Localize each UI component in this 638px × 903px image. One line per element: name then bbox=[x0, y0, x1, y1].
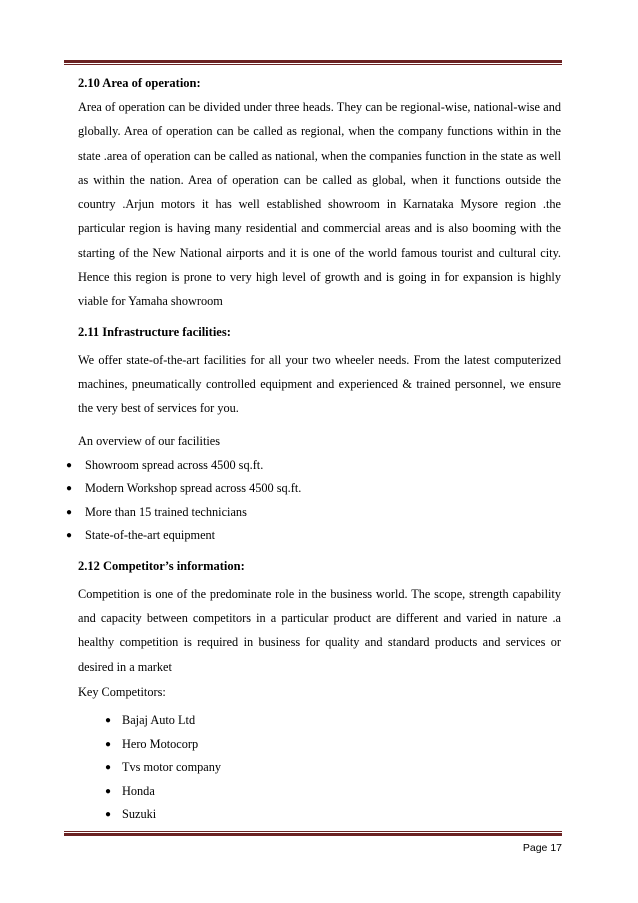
list-item: ● Bajaj Auto Ltd bbox=[105, 709, 561, 733]
list-item: ● More than 15 trained technicians bbox=[78, 501, 561, 525]
bullet-icon: ● bbox=[66, 459, 73, 471]
page-number: Page 17 bbox=[522, 842, 562, 854]
bullet-icon: ● bbox=[105, 785, 112, 797]
competitors-list bbox=[105, 709, 561, 827]
facilities-overview-intro: An overview of our facilities bbox=[78, 433, 221, 448]
facilities-list bbox=[66, 454, 561, 548]
bullet-icon: ● bbox=[105, 738, 112, 750]
list-item: ● Honda bbox=[105, 780, 561, 804]
list-item: ● Hero Motocorp bbox=[105, 733, 561, 757]
bullet-icon: ● bbox=[66, 530, 73, 542]
list-item: ● Modern Workshop spread across 4500 sq.ft. bbox=[78, 477, 561, 501]
header-rule bbox=[64, 60, 562, 65]
competition-paragraph: Competition is one of the predominate role in the business world. The scope, strength capability and capacity between competitors in a particular product are different and varied in nature .a healthy competition is required in business for quality and standard products and services or desired in a market bbox=[78, 586, 561, 674]
section-heading-area-of-operation: 2.10 Area of operation: bbox=[78, 76, 201, 90]
list-item: ● Showroom spread across 4500 sq.ft. bbox=[78, 454, 561, 478]
list-item: ● State-of-the-art equipment bbox=[78, 524, 561, 548]
section-heading-competitors: 2.12 Competitor’s information: bbox=[78, 558, 245, 573]
section-heading-infrastructure: 2.11 Infrastructure facilities: bbox=[78, 324, 231, 339]
page-content bbox=[66, 70, 561, 827]
bullet-icon: ● bbox=[105, 809, 112, 821]
area-of-operation-paragraph: Area of operation can be divided under three heads. They can be regional-wise, national-wise and globally. Area of operation can be called as regional, when the company functions within in the state .area of operation can be called as national, when the companies function in the state as well as within the nation. Area of operation can be called as global, when it functions outside the country .Arjun motors it has well established showroom in Karnataka Mysore region .the particular region is having many residential and commercial areas and is also booming with the starting of the New National airports and it is one of the world famous tourist and cultural city. Hence this region is prone to very high level of growth and is going in for expansion is highly viable for Yamaha showroom bbox=[78, 100, 561, 309]
footer-rule bbox=[64, 831, 562, 836]
list-item: ● Suzuki bbox=[105, 803, 561, 827]
key-competitors-label: Key Competitors: bbox=[78, 685, 166, 700]
infrastructure-paragraph: We offer state-of-the-art facilities for all your two wheeler needs. From the latest computerized machines, pneumatically controlled equipment and experienced & trained personnel, we ensure the very best of services for you. bbox=[78, 352, 561, 416]
bullet-icon: ● bbox=[105, 715, 112, 727]
list-item: ● Tvs motor company bbox=[105, 756, 561, 780]
bullet-icon: ● bbox=[66, 483, 73, 495]
bullet-icon: ● bbox=[105, 762, 112, 774]
bullet-icon: ● bbox=[66, 506, 73, 518]
